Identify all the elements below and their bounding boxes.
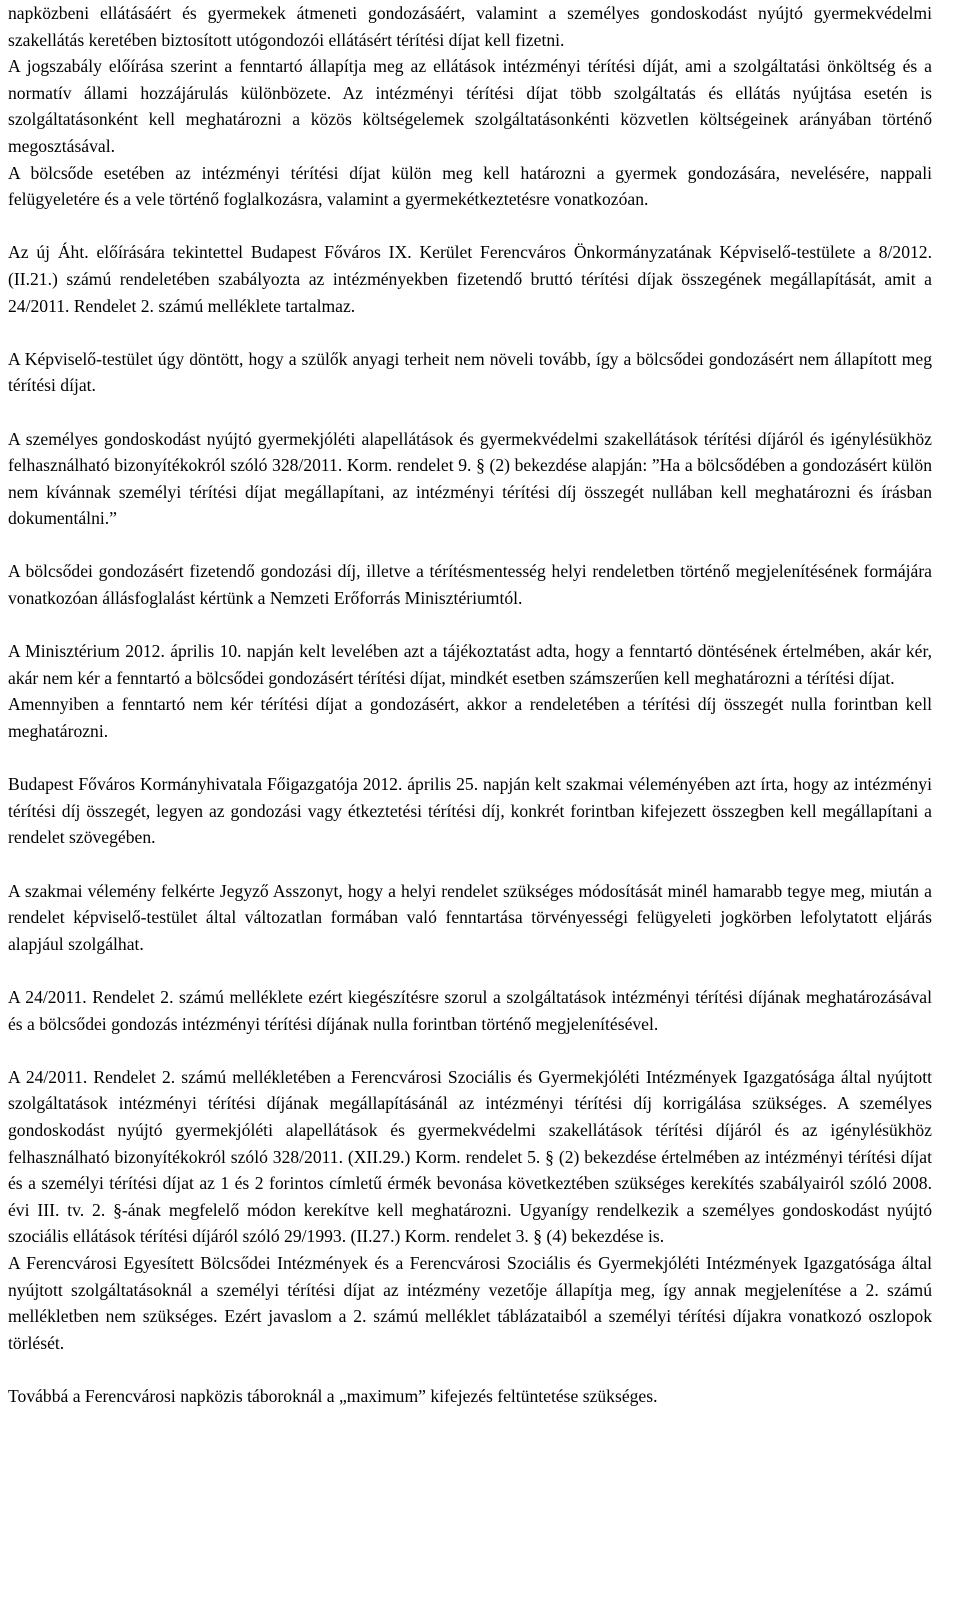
paragraph-zero-fee: Amennyiben a fenntartó nem kér térítési díjat a gondozásért, akkor a rendeletében a térítési díj összegét nulla forintban kell meghatározni. — [8, 694, 932, 742]
paragraph-maximum-expression: Továbbá a Ferencvárosi napközis táboroknál a „maximum” kifejezés feltüntetése szükséges. — [8, 1385, 658, 1406]
paragraph-council-decision: A Képviselő-testület úgy döntött, hogy a szülők anyagi terheit nem növeli tovább, így a bölcsődei gondozásért nem állapított meg térítési díjat. — [8, 348, 932, 396]
paragraph-ministry-response: A Minisztérium 2012. április 10. napján kelt levelében azt a tájékoztatást adta, hogy a fenntartó döntésének értelmében, akár kér, akár nem kér a fenntartó a bölcsődei gondozásért térítési díjat, mindkét esetben számszerűen kell meghatározni a térítési díjat. — [8, 641, 932, 688]
paragraph-intro-continuation: napközbeni ellátásáért és gyermekek átmeneti gondozásáért, valamint a személyes gondoskodást nyújtó gyermekvédelmi szakellátás keretében biztosított utógondozói ellátásért térítési díjat kell fizetni. — [8, 3, 932, 50]
paragraph-column-deletion: A Ferencvárosi Egyesített Bölcsődei Intézmények és a Ferencvárosi Szociális és Gyermekjóléti Intézmények Igazgatósága által nyújtott szolgáltatásoknál a személyi térítési díjat az intézmény vezetője állapítja meg, így annak megjelenítése a 2. számú mellékletben nem szükséges. Ezért javaslom a 2. számú melléklet táblázataiból a személyi térítési díjakra vonatkozó oszlopok törlését. — [8, 1252, 932, 1353]
paragraph-fee-correction: A 24/2011. Rendelet 2. számú mellékletében a Ferencvárosi Szociális és Gyermekjóléti Intézmények Igazgatósága által nyújtott szolgáltatások intézményi térítési díjának megállapításánál az intézményi térítési díj korrigálása szükséges. A személyes gondoskodást nyújtó gyermekjóléti alapellátások és gyermekvédelmi szakellátások térítési díjáról és az igénylésükhöz felhasználható bizonyítékokról szóló 328/2011. (XII.29.) Korm. rendelet 5. § (2) bekezdése értelmében az intézményi térítési díjat és a személyi térítési díjat az 1 és 2 forintos címletű érmék bevonása következtében szükséges kerekítés szabályairól szóló 2008. évi III. tv. 2. §-ának megfelelő módon kerekítve kell meghatározni. Ugyanígy rendelkezik a személyes gondoskodást nyújtó szociális ellátások térítési díjáról szóló 29/1993. (II.27.) Korm. rendelet 3. § (4) bekezdése is. — [8, 1066, 932, 1247]
paragraph-professional-opinion: A szakmai vélemény felkérte Jegyző Asszonyt, hogy a helyi rendelet szükséges módosítását minél hamarabb tegye meg, miután a rendelet képviselő-testület által változatlan formában való fenntartása törvényességi felügyeleti jogkörben lefolytatott eljárás alapjául szolgálhat. — [8, 880, 932, 954]
paragraph-annex-supplement: A 24/2011. Rendelet 2. számú melléklete ezért kiegészítésre szorul a szolgáltatások intézményi térítési díjának meghatározásával és a bölcsődei gondozás intézményi térítési díjának nulla forintban történő megjelenítésével. — [8, 986, 932, 1034]
paragraph-government-decree: A személyes gondoskodást nyújtó gyermekjóléti alapellátások és gyermekvédelmi szakellátások térítési díjáról és igénylésükhöz felhasználható bizonyítékokról szóló 328/2011. Korm. rendelet 9. § (2) bekezdése alapján: ”Ha a bölcsődében a gondozásért külön nem kívánnak személyi térítési díjat megállapítani, az intézményi térítési díj összegét nullában kell meghatározni és írásban dokumentálni.” — [8, 428, 932, 529]
paragraph-government-office: Budapest Főváros Kormányhivatala Főigazgatója 2012. április 25. napján kelt szakmai véleményében azt írta, hogy az intézményi térítési díj összegét, legyen az gondozási vagy étkeztetési térítési díj, konkrét forintban kifejezett összegben kell megállapítani a rendelet szövegében. — [8, 774, 932, 848]
paragraph-nursery-fee: A bölcsőde esetében az intézményi térítési díjat külön meg kell határozni a gyermek gondozására, nevelésére, nappali felügyeletére és a vele történő foglalkozásra, valamint a gyermekétkeztetésre vonatkozóan. — [8, 162, 932, 210]
paragraph-ministry-inquiry: A bölcsődei gondozásért fizetendő gondozási díj, illetve a térítésmentesség helyi rendeletben történő megjelenítésének formájára vonatkozóan állásfoglalást kértünk a Nemzeti Erőforrás Minisztériumtól. — [8, 561, 932, 609]
paragraph-new-aht: Az új Áht. előírására tekintettel Budapest Főváros IX. Kerület Ferencváros Önkormányzatának Képviselő-testülete a 8/2012. (II.21.) számú rendeletében szabályozta az intézményekben fizetendő bruttó térítési díjak összegének megállapítását, amit a 24/2011. Rendelet 2. számú melléklete tartalmaz. — [8, 242, 932, 316]
paragraph-legal-requirement: A jogszabály előírása szerint a fenntartó állapítja meg az ellátások intézményi térítési díját, ami a szolgáltatási önköltség és a normatív állami hozzájárulás különbözete. Az intézményi térítési díjat több szolgáltatás és ellátás nyújtása esetén is szolgáltatásonként kell meghatározni a közös költségelemek szolgáltatásonkénti közvetlen költségeinek arányában történő megosztásával. — [8, 56, 932, 156]
